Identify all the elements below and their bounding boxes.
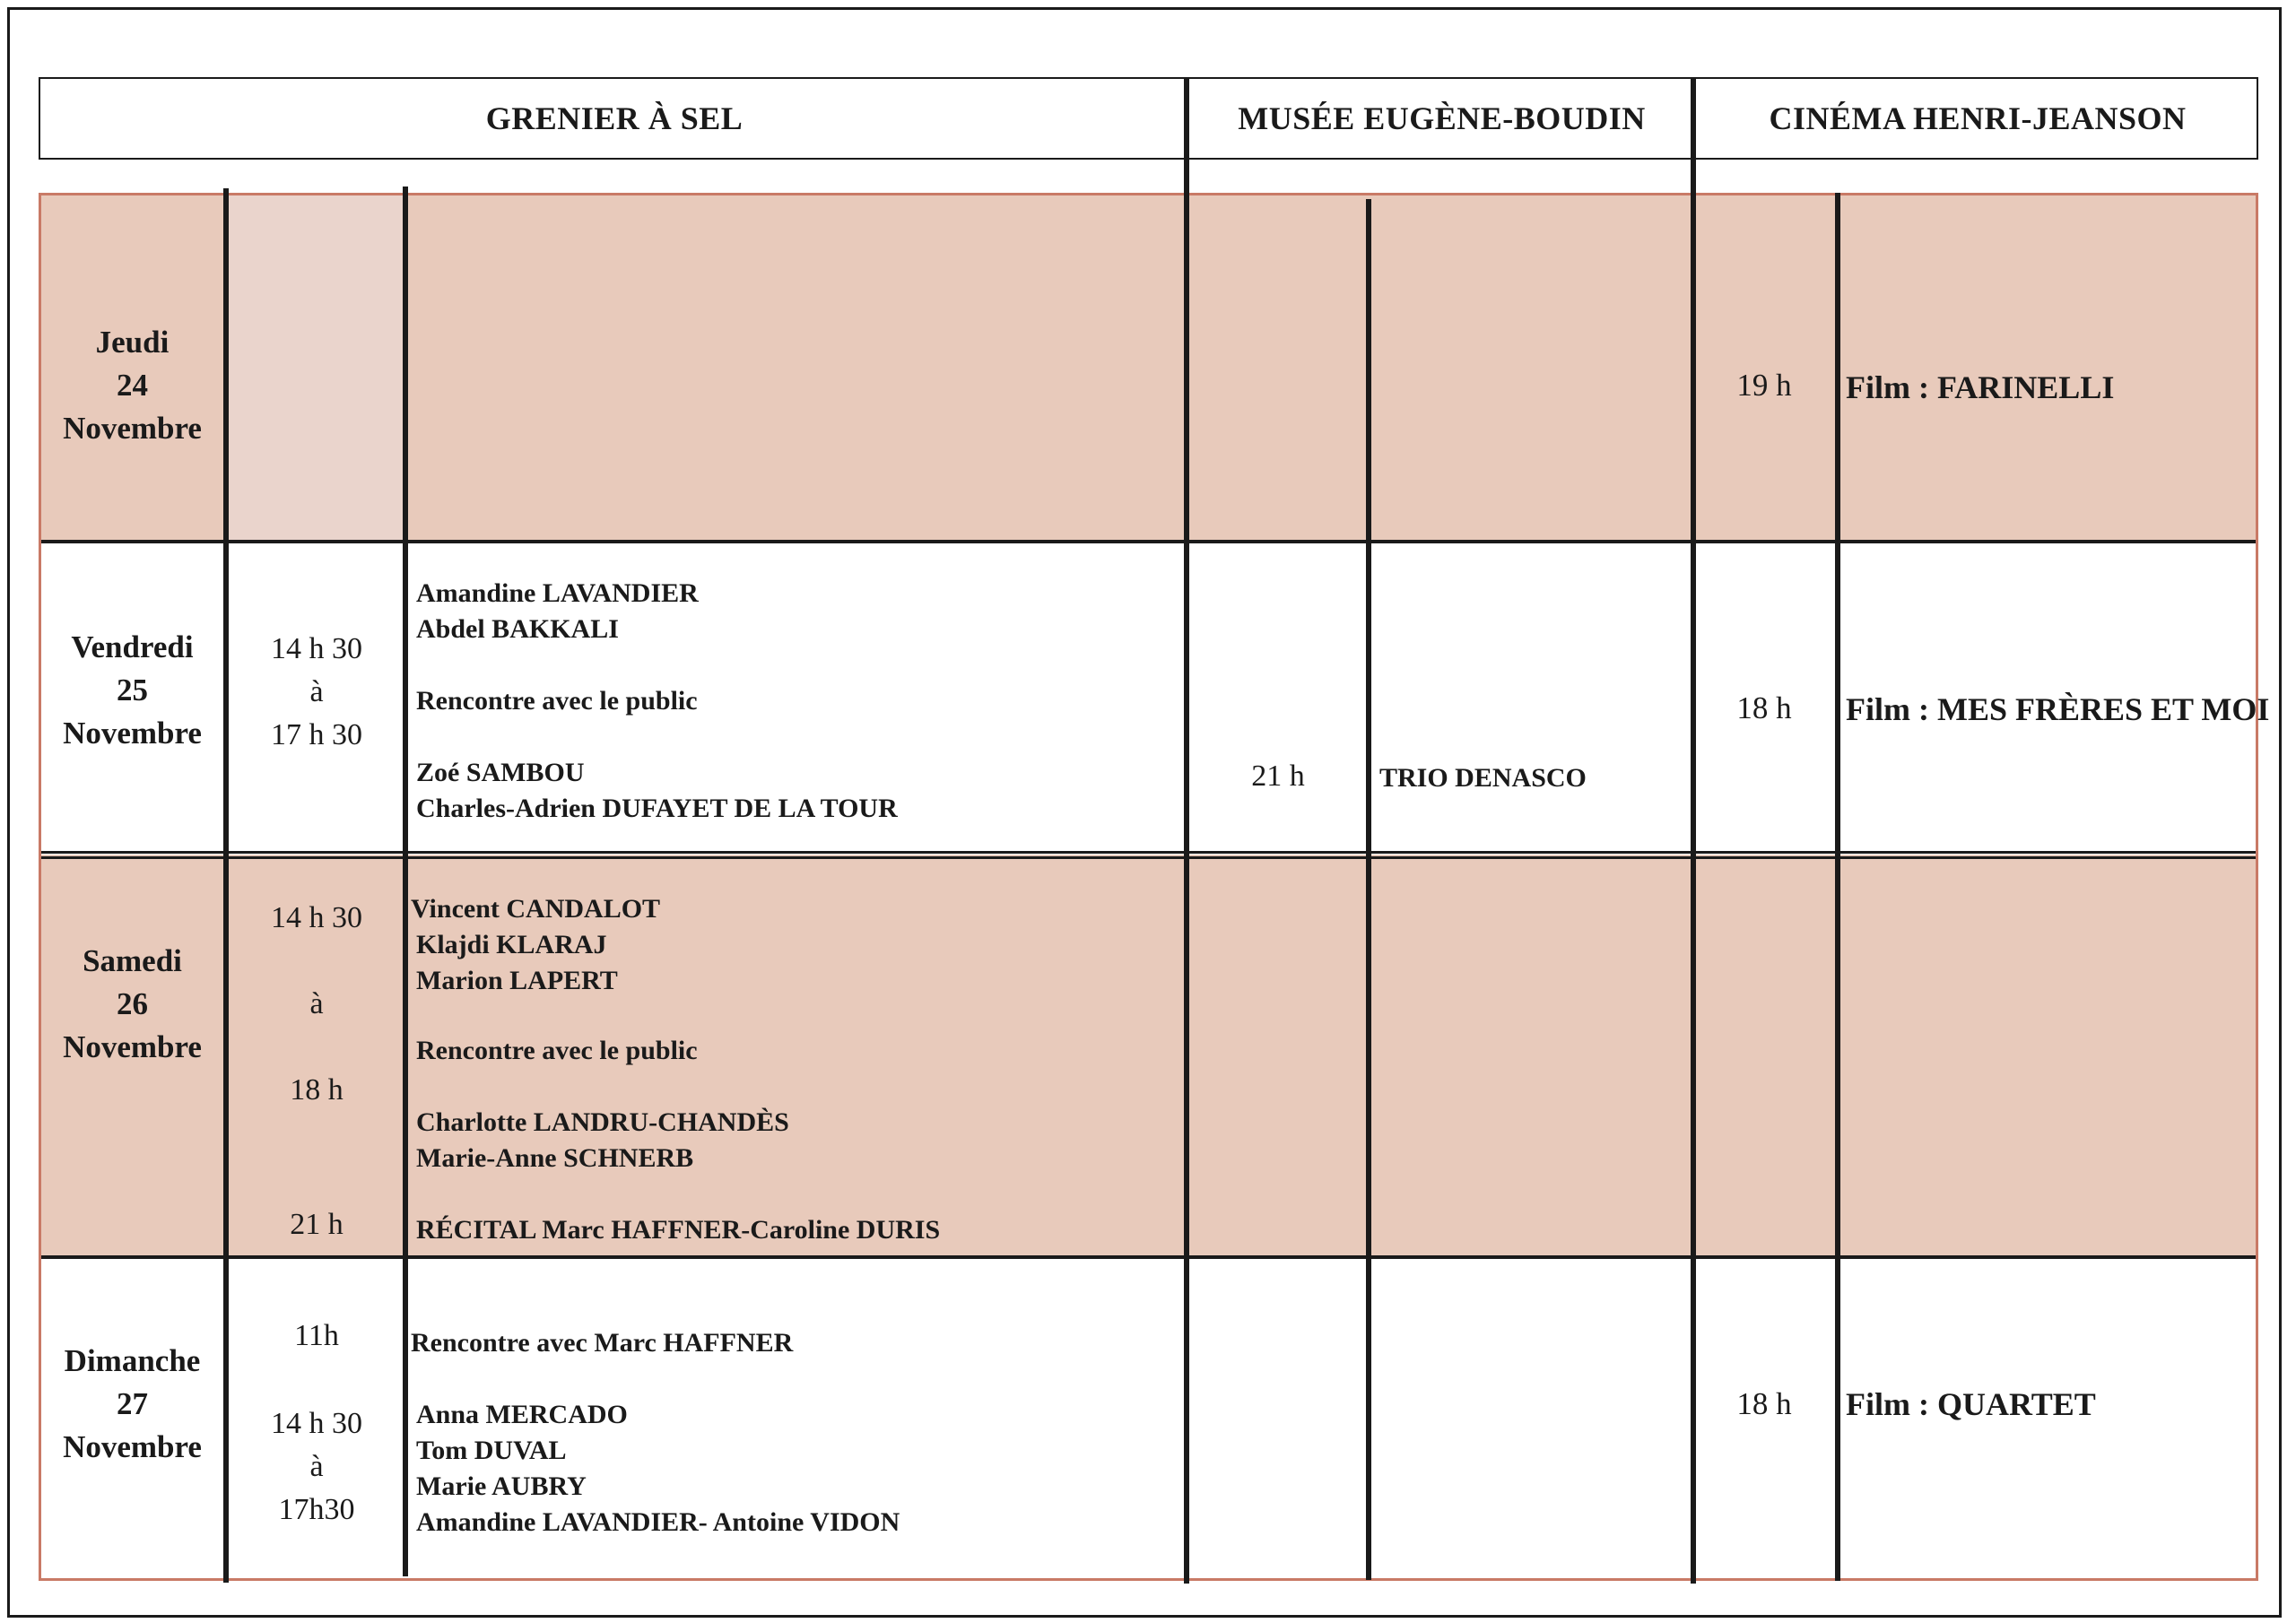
- cinema-film: Film : MES FRÈRES ET MOI: [1846, 691, 2270, 727]
- day-label-dimanche: Dimanche 27 Novembre: [63, 1343, 202, 1464]
- cinema-film: Film : FARINELLI: [1846, 369, 2115, 405]
- grenier-time: 21 h: [290, 1208, 344, 1241]
- day-label-jeudi: Jeudi 24 Novembre: [63, 325, 202, 446]
- grenier-line: Rencontre avec Marc HAFFNER: [411, 1328, 794, 1358]
- row-divider: [39, 851, 2258, 854]
- grenier-time: 14 h 30 à 17 h 30: [271, 632, 362, 751]
- grenier-line: Vincent CANDALOT: [411, 894, 661, 924]
- grenier-line: Marie AUBRY: [416, 1471, 587, 1501]
- column-divider: [1835, 193, 1840, 1581]
- grenier-line: Anna MERCADO: [416, 1400, 628, 1429]
- column-header-row: [39, 77, 2258, 160]
- cinema-time: 18 h: [1736, 690, 1792, 725]
- row-divider: [39, 540, 2258, 543]
- musee-time: 21 h: [1251, 759, 1305, 793]
- musee-event: TRIO DENASCO: [1379, 763, 1587, 793]
- column-divider: [1184, 77, 1189, 1584]
- grenier-line: Tom DUVAL: [416, 1436, 567, 1465]
- row-divider: [39, 1255, 2258, 1259]
- grenier-line: Rencontre avec le public: [416, 1036, 698, 1065]
- column-divider: [403, 187, 408, 1576]
- header-musee-eugene-boudin: MUSÉE EUGÈNE-BOUDIN: [1238, 100, 1646, 136]
- grenier-line: Zoé SAMBOU: [416, 758, 585, 787]
- cinema-time: 18 h: [1736, 1386, 1792, 1421]
- row-jeudi-time-cell: [226, 193, 405, 542]
- grenier-time-range: 14 h 30 à 17h30: [271, 1407, 362, 1526]
- cinema-time: 19 h: [1736, 368, 1792, 403]
- column-divider: [1366, 199, 1371, 1580]
- grenier-time: 14 h 30: [271, 901, 362, 934]
- header-cinema-henri-jeanson: CINÉMA HENRI-JEANSON: [1769, 100, 2187, 136]
- grenier-line: Marion LAPERT: [416, 966, 618, 995]
- column-divider: [1691, 77, 1696, 1584]
- header-grenier-a-sel: GRENIER À SEL: [485, 100, 744, 136]
- cinema-film: Film : QUARTET: [1846, 1386, 2096, 1422]
- day-label-samedi: Samedi 26 Novembre: [63, 943, 202, 1064]
- grenier-line: Amandine LAVANDIER- Antoine VIDON: [416, 1507, 900, 1537]
- row-divider: [39, 856, 2258, 859]
- grenier-line: RÉCITAL Marc HAFFNER-Caroline DURIS: [416, 1215, 941, 1245]
- grenier-line: Marie-Anne SCHNERB: [416, 1143, 694, 1173]
- grenier-line: Rencontre avec le public: [416, 686, 698, 716]
- day-label-vendredi: Vendredi 25 Novembre: [63, 629, 202, 751]
- grenier-line: Abdel BAKKALI: [416, 614, 619, 644]
- grenier-time: 18 h: [290, 1073, 344, 1107]
- grenier-time: à: [309, 987, 324, 1020]
- grenier-line: Charles-Adrien DUFAYET DE LA TOUR: [416, 794, 898, 823]
- grenier-line: Klajdi KLARAJ: [416, 930, 607, 959]
- grenier-line: Charlotte LANDRU-CHANDÈS: [416, 1107, 789, 1137]
- grenier-time: 11h: [294, 1319, 339, 1352]
- grenier-line: Amandine LAVANDIER: [416, 578, 699, 608]
